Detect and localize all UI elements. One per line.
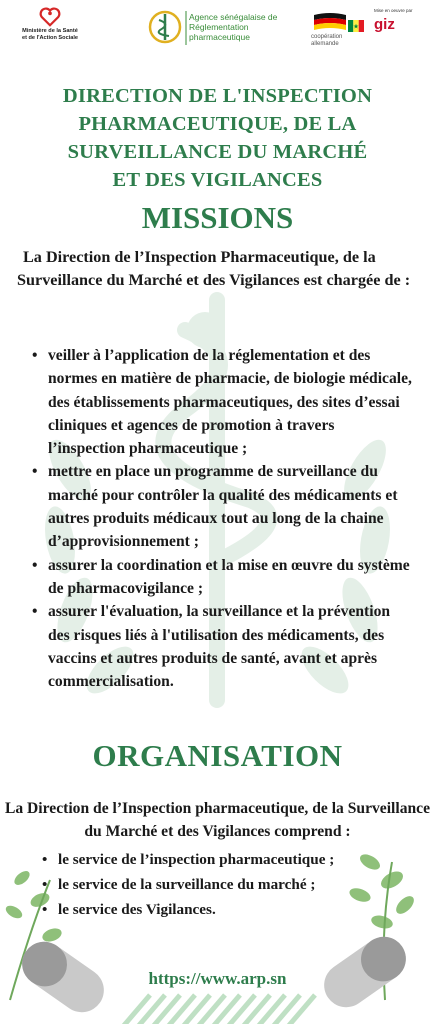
page-title-line: PHARMACEUTIQUE, DE LA bbox=[78, 113, 357, 135]
mission-item: • veiller à l’application de la réglementation et des normes en matière de pharmacie, de biologie médicale, des établissements pharmaceutiques, des sites d’essai cliniques et agences de promotion à travers l’inspection pharmaceutique ; bbox=[30, 344, 412, 460]
ministry-heart-icon bbox=[39, 6, 61, 28]
giz-caption: Mise en oeuvre par bbox=[374, 8, 413, 13]
service-item: • le service de la surveillance du marché ; bbox=[40, 872, 400, 897]
ministry-name-line2: et de l'Action Sociale bbox=[21, 35, 79, 41]
german-flag-icon bbox=[314, 11, 346, 33]
arp-name-line1: Agence sénégalaise de bbox=[189, 12, 278, 22]
mission-item: • assurer l'évaluation, la surveillance et la prévention des risques liés à l'utilisation des médicaments, des vaccins et autres produits de santé, avant et après commercialisation. bbox=[30, 600, 412, 693]
ministry-logo bbox=[10, 6, 90, 42]
arp-name-line3: pharmaceutique bbox=[189, 32, 250, 42]
website-link[interactable]: https://www.arp.sn bbox=[148, 969, 287, 988]
missions-intro-text: La Direction de l’Inspection Pharmaceutique, de la Surveillance du Marché et des Vigilances est chargée de : bbox=[17, 248, 411, 289]
senegal-flag-icon bbox=[348, 20, 364, 32]
coop-line2: allemande bbox=[311, 40, 339, 47]
arp-logo bbox=[145, 8, 295, 48]
page-title-line: SURVEILLANCE DU MARCHÉ bbox=[67, 141, 368, 163]
partner-logos bbox=[306, 8, 431, 48]
arp-emblem-icon bbox=[147, 8, 183, 46]
missions-heading: MISSIONS bbox=[141, 200, 294, 235]
service-item: • le service des Vigilances. bbox=[40, 897, 400, 922]
page-title bbox=[0, 82, 435, 194]
ministry-name-line1: Ministère de la Santé bbox=[22, 28, 78, 34]
organisation-heading: ORGANISATION bbox=[92, 738, 343, 773]
missions-list bbox=[30, 344, 412, 693]
page-title-line: DIRECTION DE L'INSPECTION bbox=[62, 85, 373, 107]
mission-item: • mettre en place un programme de surveillance du marché pour contrôler la qualité des médicaments et autres produits médicaux tout au long de la chaine d’approvisionnement ; bbox=[30, 460, 412, 553]
missions-intro bbox=[17, 246, 422, 292]
organisation-list bbox=[40, 847, 400, 922]
page-title-line: ET DES VIGILANCES bbox=[112, 169, 323, 191]
giz-logo: giz bbox=[374, 16, 395, 33]
coop-line1: coopération bbox=[311, 34, 343, 40]
arp-name-line2: Réglementation bbox=[189, 22, 249, 32]
organisation-intro: La Direction de l’Inspection pharmaceutique, de la Surveillance du Marché et des Vigilances comprend : bbox=[4, 800, 431, 840]
mission-item: • assurer la coordination et la mise en œuvre du système de pharmacovigilance ; bbox=[30, 554, 412, 601]
service-item: • le service de l’inspection pharmaceutique ; bbox=[40, 847, 400, 872]
bottom-stripes bbox=[120, 995, 315, 1024]
